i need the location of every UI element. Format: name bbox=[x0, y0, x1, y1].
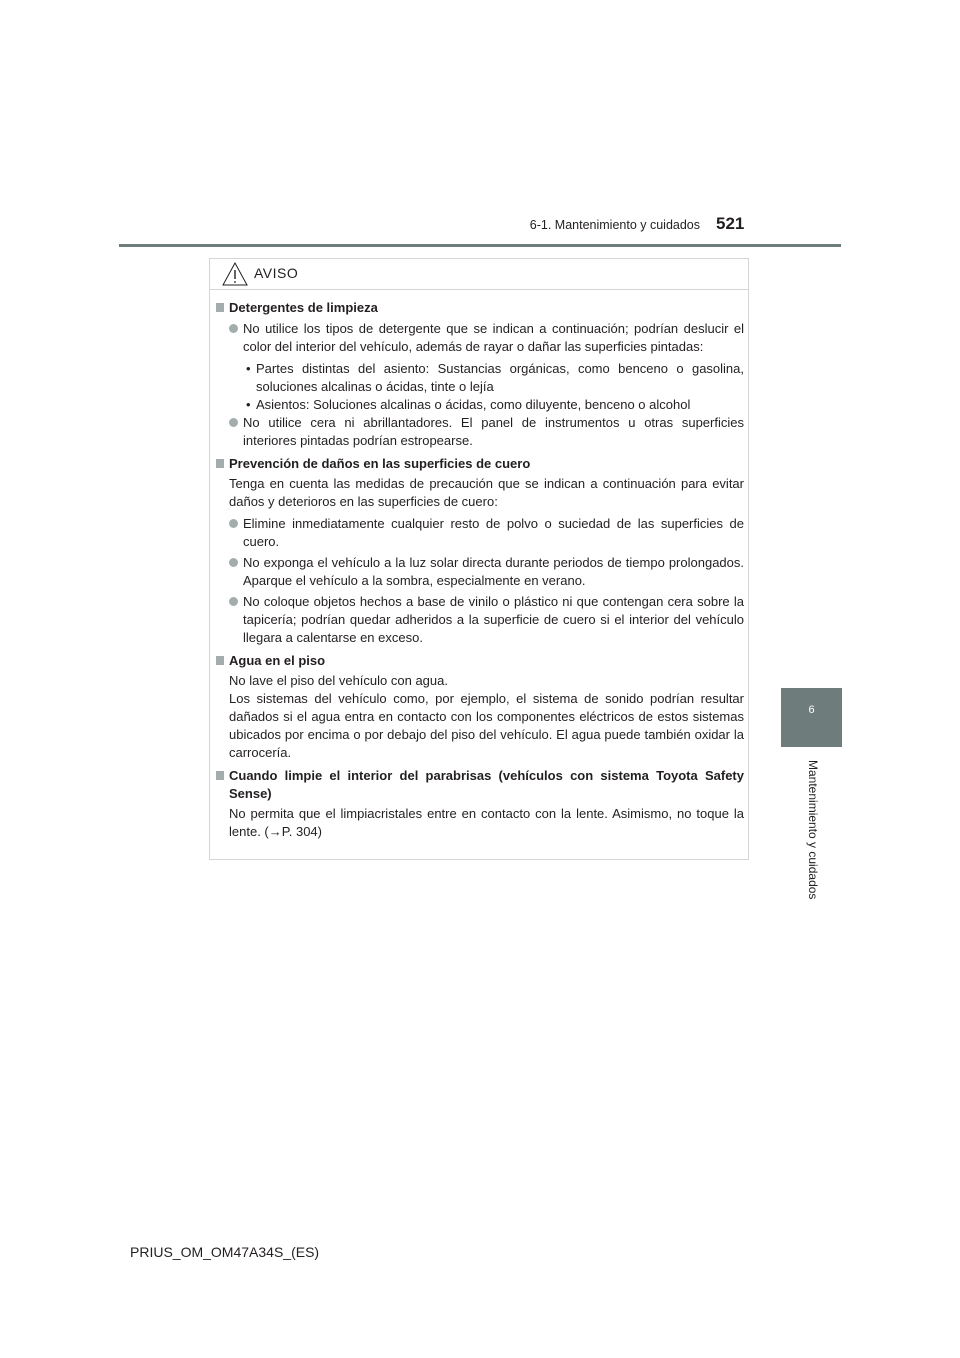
warning-title: AVISO bbox=[254, 265, 299, 281]
dot-marker-icon: • bbox=[246, 361, 251, 376]
dot-marker-icon: • bbox=[246, 397, 251, 412]
square-bullet-icon bbox=[216, 771, 224, 780]
section-title: 6-1. Mantenimiento y cuidados bbox=[529, 218, 700, 232]
list-item: No coloque objetos hechos a base de vinilo o plástico ni que contengan cera sobre la tapicería; podrían quedar adheridos a la superficie de cuero si el interior del vehículo llegara a calentarse en exceso. bbox=[216, 593, 744, 647]
section-heading: Detergentes de limpieza bbox=[229, 300, 378, 315]
list-item: No utilice los tipos de detergente que se indican a continuación; podrían deslucir el color del interior del vehículo, además de rayar o dañar las superficies pintadas: bbox=[216, 320, 744, 356]
header-divider bbox=[119, 244, 841, 247]
circle-bullet-icon bbox=[229, 519, 238, 528]
sub-list-item: • Asientos: Soluciones alcalinas o ácidas, como diluyente, benceno o alcohol bbox=[246, 397, 691, 412]
sub-list-item: • Partes distintas del asiento: Sustancias orgánicas, como benceno o gasolina, soluciones alcalinas o ácidas, tinte o lejía bbox=[246, 361, 744, 394]
section-heading: Agua en el piso bbox=[229, 653, 326, 668]
chapter-side-label: Mantenimiento y cuidados bbox=[806, 760, 820, 900]
section-detergents bbox=[216, 299, 744, 450]
paragraph: Los sistemas del vehículo como, por ejemplo, el sistema de sonido podrían resultar dañados si el agua entra en contacto con los componentes eléctricos de estos sistemas ubicados por encima o por debajo del piso del vehículo. El agua puede también oxidar la carrocería. bbox=[229, 691, 744, 760]
section-heading: Cuando limpie el interior del parabrisas (vehículos con sistema Toyota Safety Sense) bbox=[229, 768, 744, 801]
section-water-floor bbox=[216, 652, 744, 762]
square-bullet-icon bbox=[216, 303, 224, 312]
list-item: No exponga el vehículo a la luz solar directa durante periodos de tiempo prolongados. Aparque el vehículo a la sombra, especialmente en verano. bbox=[216, 554, 744, 590]
paragraph: No lave el piso del vehículo con agua. bbox=[229, 673, 448, 688]
section-windshield bbox=[216, 767, 744, 841]
chapter-tab: 6 bbox=[781, 688, 842, 747]
paragraph: Tenga en cuenta las medidas de precaución que se indican a continuación para evitar daños y deterioros en las superficies de cuero: bbox=[229, 476, 744, 509]
circle-bullet-icon bbox=[229, 597, 238, 606]
circle-bullet-icon bbox=[229, 418, 238, 427]
section-heading: Prevención de daños en las superficies de cuero bbox=[229, 456, 531, 471]
warning-box bbox=[209, 258, 749, 860]
square-bullet-icon bbox=[216, 656, 224, 665]
warning-triangle-icon bbox=[222, 262, 248, 286]
page-number: 521 bbox=[716, 214, 745, 233]
warning-content bbox=[216, 299, 744, 846]
list-item: Elimine inmediatamente cualquier resto de polvo o suciedad de las superficies de cuero. bbox=[216, 515, 744, 551]
section-leather bbox=[216, 455, 744, 647]
square-bullet-icon bbox=[216, 459, 224, 468]
list-item: No utilice cera ni abrillantadores. El panel de instrumentos u otras superficies interiores pintadas podrían estropearse. bbox=[216, 414, 744, 450]
document-code: PRIUS_OM_OM47A34S_(ES) bbox=[130, 1244, 320, 1260]
paragraph: No permita que el limpiacristales entre en contacto con la lente. Asimismo, no toque la lente. (→P. 304) bbox=[229, 806, 744, 839]
circle-bullet-icon bbox=[229, 324, 238, 333]
circle-bullet-icon bbox=[229, 558, 238, 567]
warning-header bbox=[210, 259, 748, 290]
